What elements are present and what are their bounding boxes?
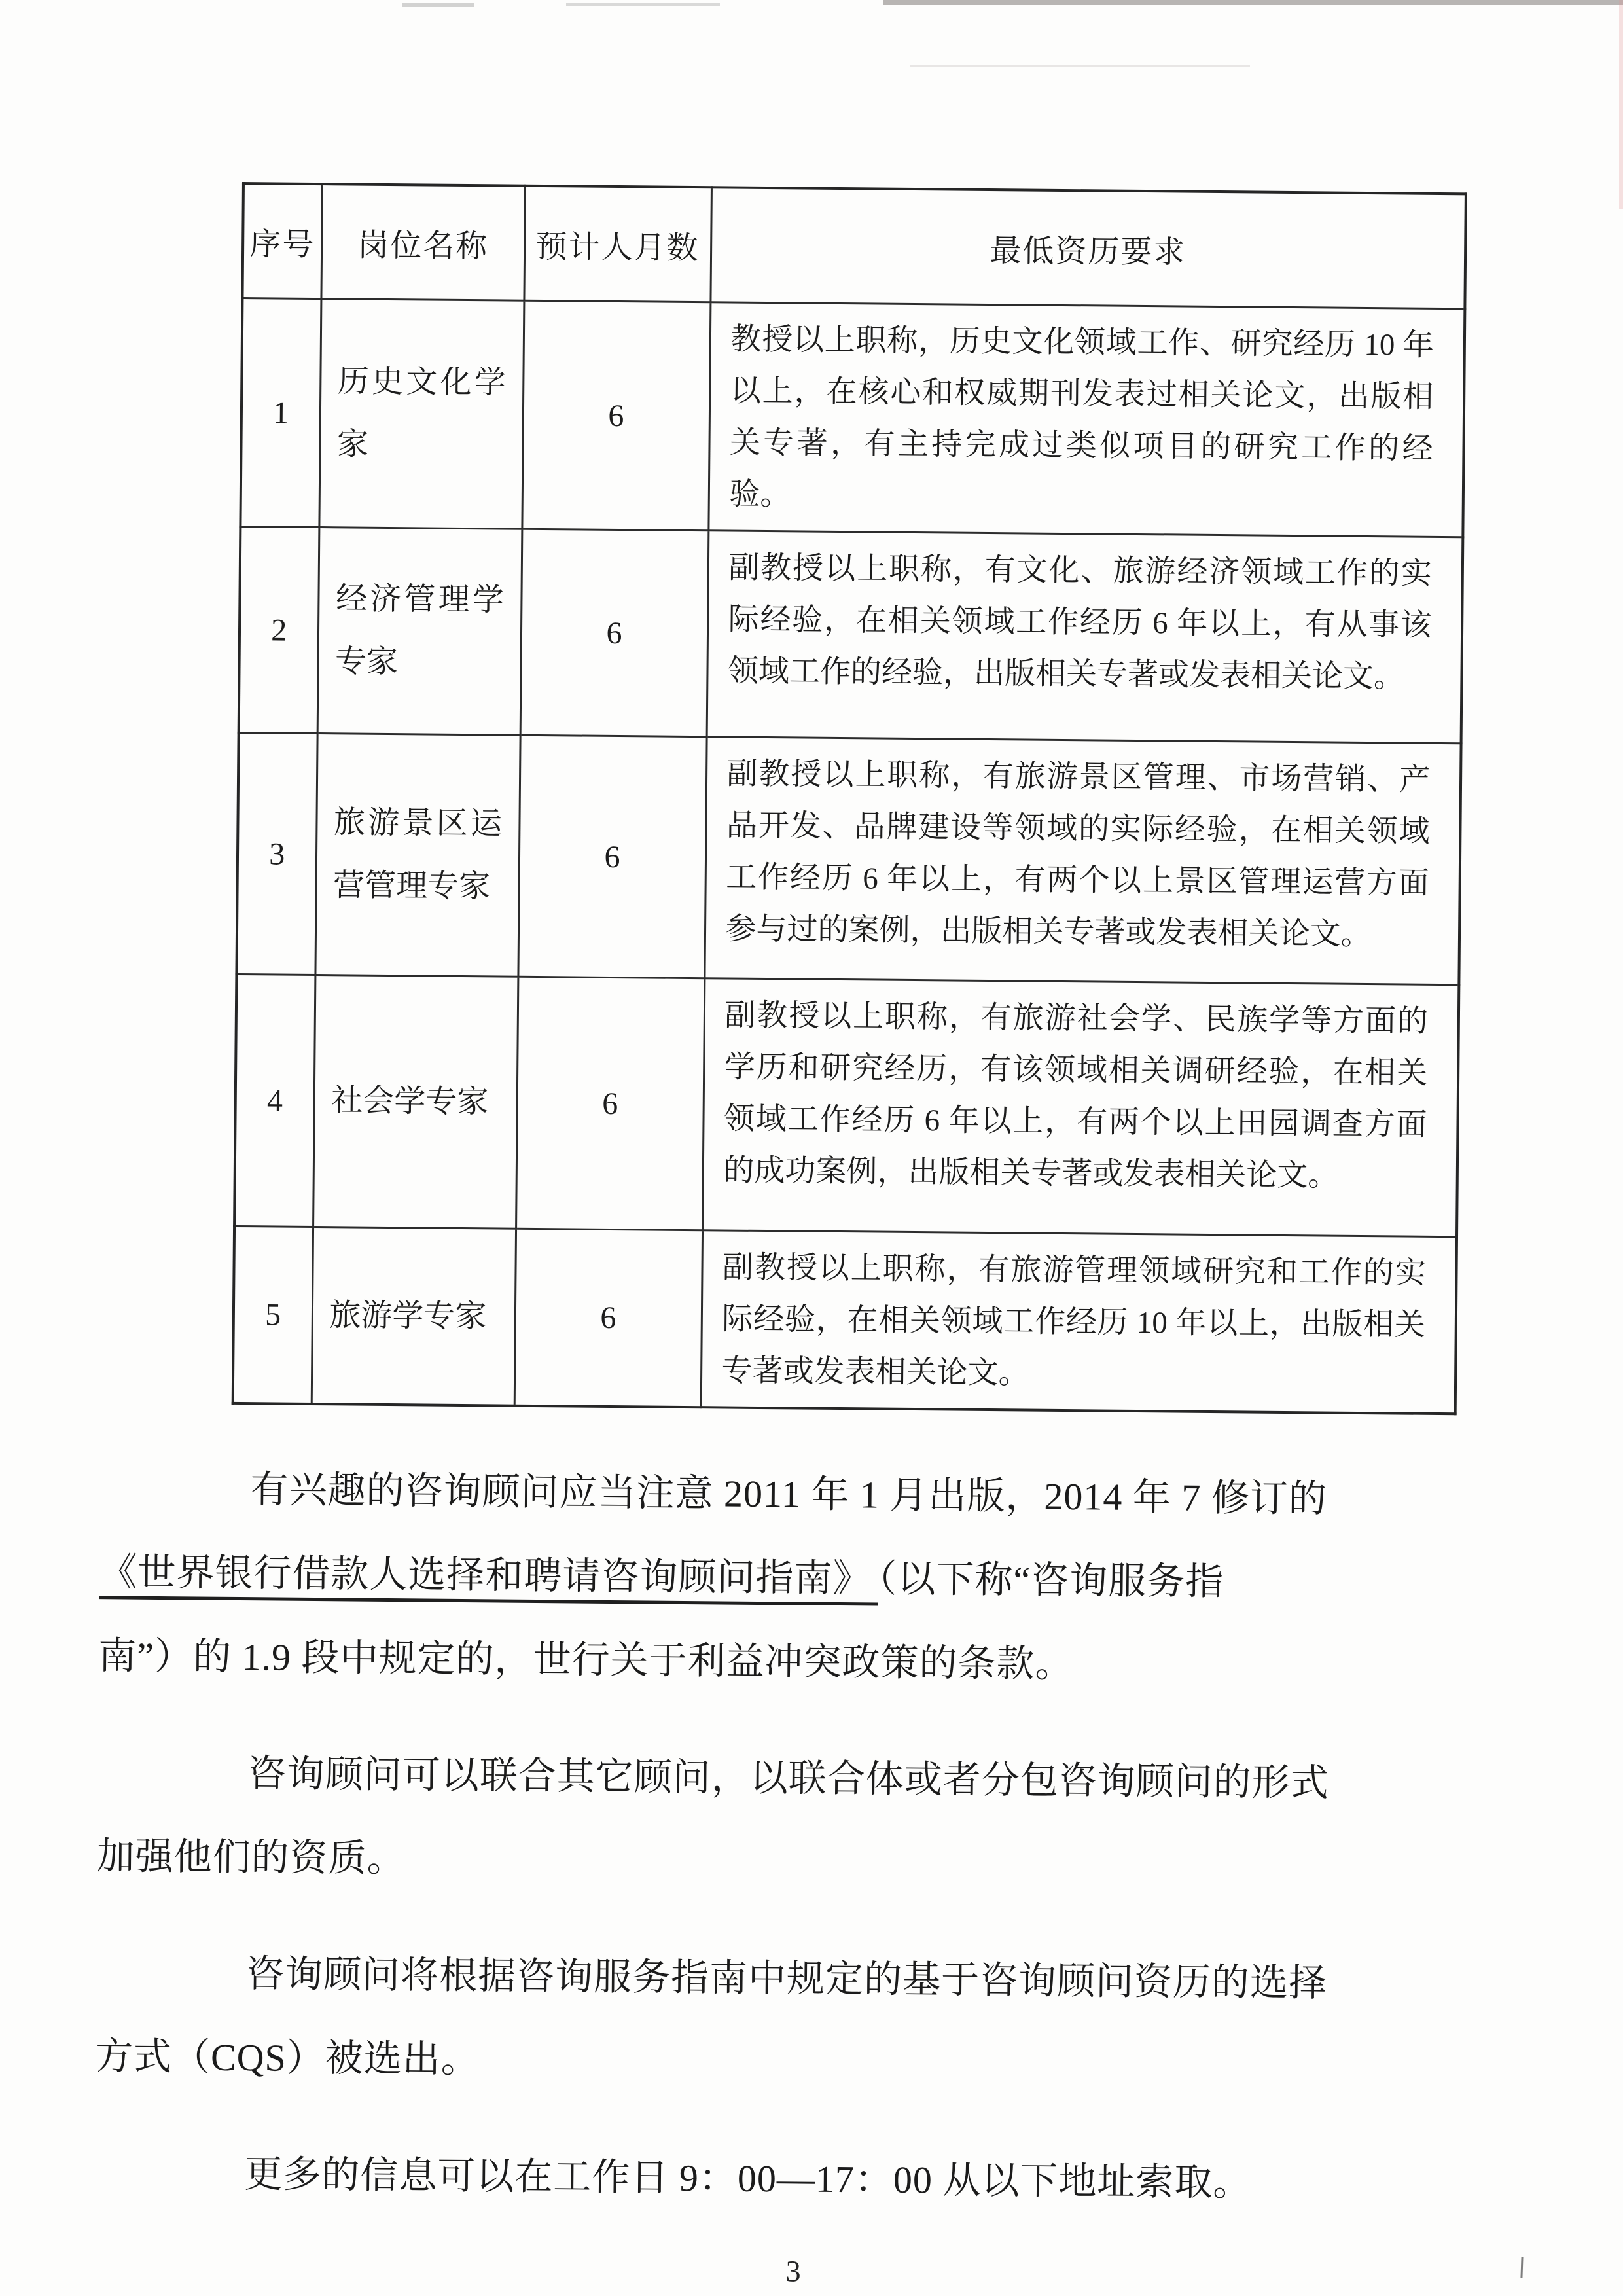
text-line [99, 1530, 1500, 1626]
cell-position: 旅游学专家 [312, 1227, 516, 1406]
col-header-requirements: 最低资历要求 [710, 187, 1465, 309]
text-line: 有兴趣的咨询顾问应当注意 2011 年 1 月出版，2014 年 7 修订的 [250, 1468, 1328, 1520]
cell-no: 2 [239, 526, 319, 733]
cell-months: 6 [516, 977, 704, 1230]
cell-months: 6 [520, 529, 709, 736]
table-row [240, 298, 1465, 537]
table-row [234, 974, 1459, 1236]
cell-requirements: 副教授以上职称，有旅游管理领域研究和工作的实际经验，在相关领域工作经历 10 年以上，出版相关专著或发表相关论文。 [701, 1230, 1457, 1414]
text-line: 加强他们的资质。 [96, 1835, 406, 1880]
scan-artifact [883, 0, 1623, 5]
cell-months: 6 [522, 300, 710, 530]
experts-positions-table [232, 182, 1467, 1415]
cell-no: 1 [240, 298, 321, 528]
table-row [239, 526, 1463, 743]
cell-requirements: 教授以上职称，历史文化领域工作、研究经历 10 年以上，在核心和权威期刊发表过相关论文，出版相关专著，有主持完成过类似项目的研究工作的经验。 [708, 302, 1465, 537]
paragraph-conflict-of-interest [98, 1446, 1501, 1710]
col-header-position: 岗位名称 [321, 184, 525, 300]
paragraph-more-info [94, 2131, 1495, 2227]
body-text [94, 1446, 1501, 2227]
text-after-title: （以下称“咨询服务指 [878, 1557, 1224, 1604]
cell-requirements: 副教授以上职称，有文化、旅游经济领域工作的实际经验，在相关领域工作经历 6 年以上，有从事该领域工作的经验，出版相关专著或发表相关论文。 [707, 531, 1463, 744]
text-line: 南”）的 1.9 段中规定的，世行关于利益冲突政策的条款。 [98, 1634, 1074, 1686]
cell-position: 旅游景区运营管理专家 [315, 734, 520, 977]
table-header-row [242, 183, 1465, 309]
cell-position: 社会学专家 [313, 975, 518, 1229]
col-header-no: 序号 [242, 183, 322, 299]
guidelines-title-underlined: 《世界银行借款人选择和聘请咨询顾问指南》 [99, 1551, 878, 1605]
text-line: 咨询顾问将根据咨询服务指南中规定的基于咨询顾问资历的选择 [245, 1952, 1328, 2005]
text-line: 咨询顾问可以联合其它顾问，以联合体或者分包咨询顾问的形式 [247, 1752, 1330, 1804]
cell-no: 5 [233, 1226, 313, 1404]
cell-requirements: 副教授以上职称，有旅游社会学、民族学等方面的学历和研究经历，有该领域相关调研经验，在相关领域工作经历 6 年以上，有两个以上田园调查方面的成功案例，出版相关专著或发表相关论文。 [702, 978, 1459, 1237]
cell-no: 4 [234, 974, 315, 1227]
cell-position: 经济管理学专家 [317, 528, 522, 736]
paragraph-joint-venture [96, 1731, 1498, 1910]
table-row [236, 732, 1461, 984]
cell-months: 6 [514, 1229, 702, 1407]
text-line: 方式（CQS）被选出。 [94, 2035, 480, 2081]
text-line: 更多的信息可以在工作日 9：00—17：00 从以下地址索取。 [244, 2153, 1252, 2204]
table-row [233, 1226, 1457, 1414]
paragraph-selection-method [94, 1931, 1496, 2111]
cell-requirements: 副教授以上职称，有旅游景区管理、市场营销、产品开发、品牌建设等领域的实际经验，在相关领域工作经历 6 年以上，有两个以上景区管理运营方面参与过的案例，出版相关专著或发表相关论文。 [704, 737, 1461, 985]
page-number: 3 [785, 2254, 801, 2288]
cell-months: 6 [518, 735, 706, 978]
cell-position: 历史文化学家 [319, 299, 524, 529]
col-header-months: 预计人月数 [524, 186, 711, 302]
cell-no: 3 [236, 732, 317, 975]
